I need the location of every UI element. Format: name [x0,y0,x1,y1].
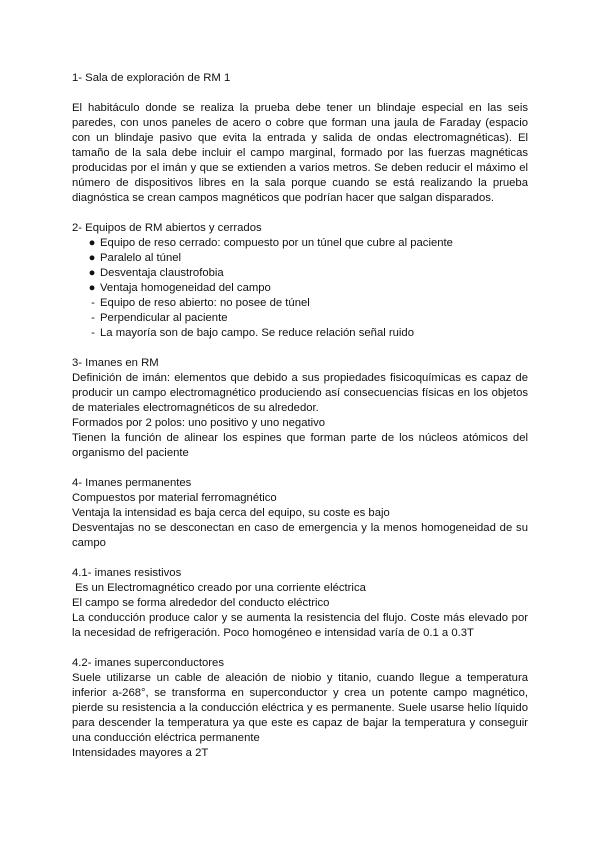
bullet-dash-icon: - [91,312,95,324]
bullet-dot-icon: ● [88,252,96,264]
list-item-text: Desventaja claustrofobia [100,267,224,279]
document-content [72,71,528,761]
section-4-1-line-2: El campo se forma alrededor del conducto eléctrico [72,597,330,609]
list-item-text: Ventaja homogeneidad del campo [100,282,271,294]
spacer [72,341,528,356]
list-item [72,236,528,251]
section-1-body: El habitáculo donde se realiza la prueba debe tener un blindaje especial en las seis paredes, con unos paneles de acero o cobre que forman una jaula de Faraday (espacio con un blindaje pasivo que evita la entrada y salida de ondas electromagnéticas). El tamaño de la sala debe incluir el campo marginal, formado por las fuerzas magnéticas producidas por el imán y que se extienden a varios metros. Se deben reducir el máximo el número de dispositivos libres en la sala porque cuando se está realizando la prueba diagnóstica se crean campos magnéticos que podrían hacer que salgan disparados. [72,102,528,204]
bullet-dot-icon: ● [88,267,96,279]
list-item-text: La mayoría son de bajo campo. Se reduce relación señal ruido [100,327,414,339]
section-4-1-line-3: La conducción produce calor y se aumenta la resistencia del flujo. Coste más elevado por la necesidad de refrigeración. Poco homogéneo e intensidad varía de 0.1 a 0.3T [72,612,528,639]
list-item-text: Equipo de reso cerrado: compuesto por un túnel que cubre al paciente [100,237,453,249]
section-4-2-title: 4.2- imanes superconductores [72,657,224,669]
list-item [72,266,528,281]
list-item-text: Perpendicular al paciente [100,312,228,324]
list-item-text: Paralelo al túnel [100,252,182,264]
section-3-function: Tienen la función de alinear los espines que forman parte de los núcleos atómicos del organismo del paciente [72,432,528,459]
list-item [72,281,528,296]
spacer [72,86,528,101]
list-item [72,311,528,326]
list-item [72,326,528,341]
bullet-dot-icon: ● [88,237,96,249]
section-1-title: 1- Sala de exploración de RM 1 [72,72,231,84]
section-4-2-intensity: Intensidades mayores a 2T [72,747,209,759]
section-3-definition: Definición de imán: elementos que debido a sus propiedades fisicoquímicas es capaz de producir un campo electromagnético produciendo así consecuencias físicas en los objetos de materiales electromagnéticos de su alrededor. [72,372,528,414]
section-3-poles: Formados por 2 polos: uno positivo y uno negativo [72,417,326,429]
section-2-list [72,236,528,341]
section-4-advantage: Ventaja la intensidad es baja cerca del equipo, su coste es bajo [72,507,390,519]
list-item [72,296,528,311]
section-4-1-title: 4.1- imanes resistivos [72,567,182,579]
bullet-dash-icon: - [91,297,95,309]
section-2-title: 2- Equipos de RM abiertos y cerrados [72,222,262,234]
section-4-composition: Compuestos por material ferromagnético [72,492,277,504]
section-4-disadvantage: Desventajas no se desconectan en caso de emergencia y la menos homogeneidad de su campo [72,522,528,549]
spacer [72,551,528,566]
bullet-dash-icon: - [91,327,95,339]
list-item [72,251,528,266]
spacer [72,206,528,221]
spacer [72,461,528,476]
section-4-2-body: Suele utilizarse un cable de aleación de niobio y titanio, cuando llegue a temperatura inferior a-268°, se transforma en superconductor y crea un potente campo magnético, pierde su resistencia a la conducción eléctrica y es permanente. Suele usarse helio líquido para descender la temperatura ya que este es capaz de bajar la temperatura y conseguir una conducción eléctrica permanente [72,672,528,744]
section-4-1-line-1: Es un Electromagnético creado por una corriente eléctrica [72,582,366,594]
section-4-title: 4- Imanes permanentes [72,477,192,489]
list-item-text: Equipo de reso abierto: no posee de túnel [100,297,310,309]
spacer [72,641,528,656]
section-3-title: 3- Imanes en RM [72,357,159,369]
bullet-dot-icon: ● [88,282,96,294]
